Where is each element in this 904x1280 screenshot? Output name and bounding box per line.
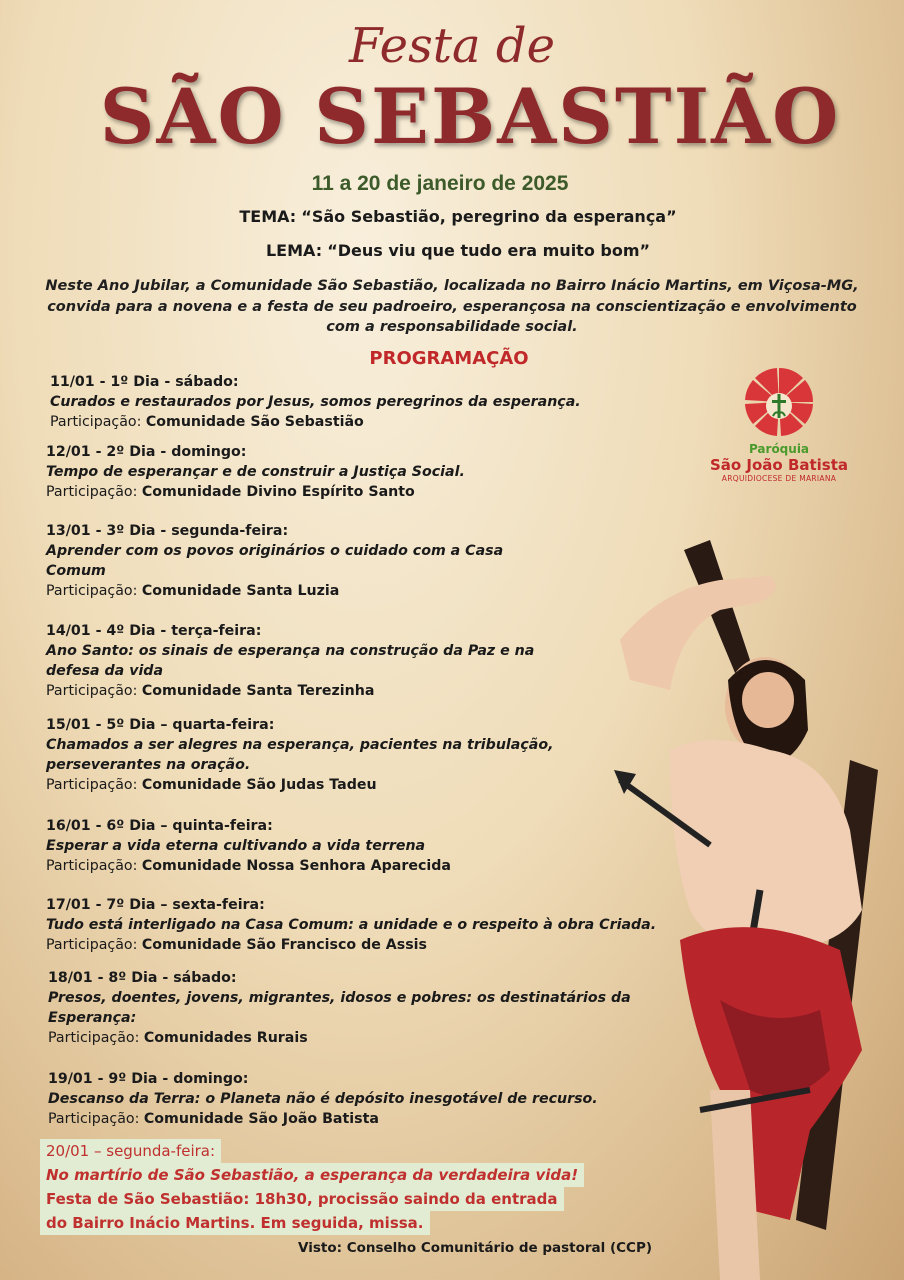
schedule-day-7 [46, 895, 656, 955]
tema-line [0, 207, 904, 226]
day-theme: Presos, doentes, jovens, migrantes, idosos e pobres: os destinatários da Esperança: [48, 990, 631, 1026]
feast-day-heading: 20/01 – segunda-feira: [40, 1139, 221, 1163]
participacao-community: Comunidade Santa Luzia [141, 583, 340, 599]
page-title: SÃO SEBASTIÃO [99, 72, 841, 161]
schedule-day-1 [50, 372, 581, 432]
schedule-day-5 [46, 715, 586, 795]
schedule-day-2 [46, 442, 465, 502]
logo-parish-label: Paróquia [748, 442, 810, 456]
parish-emblem-icon [743, 366, 815, 438]
participacao-label: Participação: [50, 414, 142, 430]
day-theme: Curados e restaurados por Jesus, somos peregrinos da esperança. [50, 394, 581, 410]
schedule-day-8 [48, 968, 648, 1048]
day-theme: Tudo está interligado na Casa Comum: a unidade e o respeito à obra Criada. [46, 917, 657, 933]
tema-label: TEMA: [239, 207, 297, 226]
schedule-day-4 [46, 621, 566, 701]
visto-credit: Visto: Conselho Comunitário de pastoral (CCP) [298, 1240, 653, 1256]
schedule-day-3 [46, 521, 536, 601]
day-heading: 11/01 - 1º Dia - sábado: [50, 374, 239, 390]
day-theme: Aprender com os povos originários o cuidado com a Casa Comum [46, 543, 504, 579]
participacao-community: Comunidades Rurais [143, 1030, 308, 1046]
day-heading: 19/01 - 9º Dia - domingo: [48, 1071, 249, 1087]
day-heading: 14/01 - 4º Dia - terça-feira: [46, 623, 262, 639]
programacao-title: PROGRAMAÇÃO [369, 348, 529, 369]
participacao-label: Participação: [46, 583, 138, 599]
tema-text: “São Sebastião, peregrino da esperança” [301, 207, 677, 226]
day-heading: 15/01 - 5º Dia – quarta-feira: [46, 717, 275, 733]
participacao-community: Comunidade São Judas Tadeu [141, 777, 377, 793]
feast-day-schedule-cont: do Bairro Inácio Martins. Em seguida, missa. [40, 1211, 430, 1235]
participacao-label: Participação: [46, 858, 138, 874]
day-theme: Descanso da Terra: o Planeta não é depósito inesgotável de recurso. [48, 1091, 598, 1107]
day-theme: Esperar a vida eterna cultivando a vida terrena [46, 838, 426, 854]
participacao-community: Comunidade São Sebastião [145, 414, 364, 430]
day-heading: 16/01 - 6º Dia – quinta-feira: [46, 818, 273, 834]
participacao-community: Comunidade São Francisco de Assis [141, 937, 427, 953]
participacao-label: Participação: [48, 1111, 140, 1127]
participacao-label: Participação: [46, 683, 138, 699]
day-theme: Chamados a ser alegres na esperança, pacientes na tribulação, perseverantes na oração. [46, 737, 554, 773]
participacao-community: Comunidade São João Batista [143, 1111, 379, 1127]
feast-day-theme: No martírio de São Sebastião, a esperança da verdadeira vida! [40, 1163, 584, 1187]
participacao-label: Participação: [46, 484, 138, 500]
day-theme: Ano Santo: os sinais de esperança na construção da Paz e na defesa da vida [46, 643, 535, 679]
feast-day-schedule: Festa de São Sebastião: 18h30, procissão saindo da entrada [40, 1187, 564, 1211]
lema-label: LEMA: [265, 241, 323, 260]
saint-sebastian-statue-image [600, 530, 904, 1280]
lema-line [0, 241, 904, 260]
participacao-community: Comunidade Santa Terezinha [141, 683, 375, 699]
participacao-label: Participação: [46, 777, 138, 793]
logo-archdiocese: ARQUIDIOCESE DE MARIANA [721, 474, 837, 483]
participacao-community: Comunidade Divino Espírito Santo [141, 484, 415, 500]
schedule-day-6 [46, 816, 451, 876]
schedule-day-9 [48, 1069, 598, 1129]
parish-logo [704, 366, 854, 483]
logo-parish-name: São João Batista [709, 456, 849, 474]
event-dates: 11 a 20 de janeiro de 2025 [311, 172, 569, 195]
feast-day-block [40, 1139, 584, 1235]
participacao-label: Participação: [48, 1030, 140, 1046]
day-heading: 12/01 - 2º Dia - domingo: [46, 444, 247, 460]
lema-text: “Deus viu que tudo era muito bom” [327, 241, 651, 260]
day-theme: Tempo de esperançar e de construir a Justiça Social. [46, 464, 465, 480]
torso [670, 740, 862, 950]
festa-de-heading: Festa de [348, 18, 555, 74]
intro-paragraph: Neste Ano Jubilar, a Comunidade São Sebastião, localizada no Bairro Inácio Martins, em Viçosa-MG, convida para a novena e a festa de seu padroeiro, esperançosa na conscientização e envolvimento com a responsabilidade social. [45, 278, 859, 335]
day-heading: 18/01 - 8º Dia - sábado: [48, 970, 237, 986]
participacao-label: Participação: [46, 937, 138, 953]
participacao-community: Comunidade Nossa Senhora Aparecida [141, 858, 451, 874]
day-heading: 13/01 - 3º Dia - segunda-feira: [46, 523, 289, 539]
day-heading: 17/01 - 7º Dia – sexta-feira: [46, 897, 265, 913]
